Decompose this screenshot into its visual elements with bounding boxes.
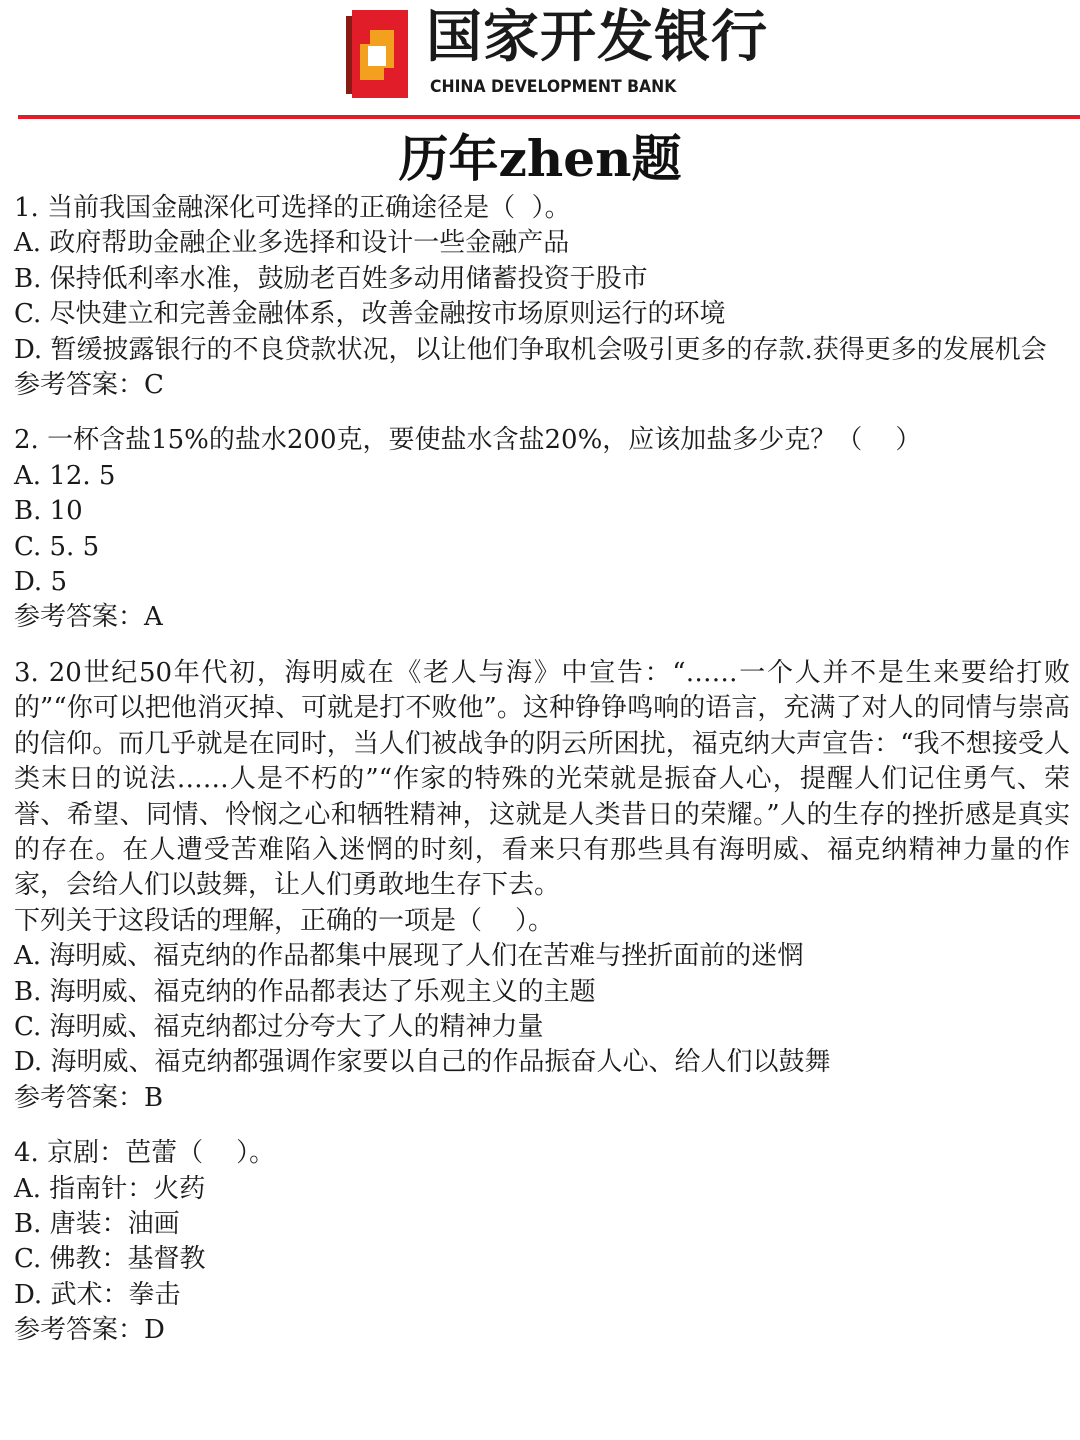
- option-a: A. 政府帮助金融企业多选择和设计一些金融产品: [14, 228, 570, 259]
- cdb-logo-icon: [346, 10, 408, 98]
- question-prompt: 下列关于这段话的理解，正确的一项是（ ）。: [14, 905, 555, 936]
- logo-chinese-name: 国家开发银行: [426, 5, 768, 70]
- question-list: [14, 191, 1070, 1369]
- question-stem: 4. 京剧：芭蕾（ ）。: [14, 1138, 276, 1169]
- option-a: A. 海明威、福克纳的作品都集中展现了人们在苦难与挫折面前的迷惘: [14, 941, 804, 972]
- option-d: D. 5: [14, 567, 67, 598]
- option-c: C. 佛教：基督教: [14, 1244, 206, 1275]
- page-header: [0, 0, 1080, 120]
- option-b: B. 海明威、福克纳的作品都表达了乐观主义的主题: [14, 976, 596, 1007]
- question-stem: 2. 一杯含盐15%的盐水200克，要使盐水含盐20%，应该加盐多少克？（ ）: [14, 425, 922, 456]
- option-a: A. 12. 5: [14, 460, 116, 491]
- option-a: A. 指南针：火药: [14, 1173, 206, 1204]
- option-b: B. 10: [14, 496, 83, 527]
- question-stem: 3. 20世纪50年代初，海明威在《老人与海》中宣告：“……一个人并不是生来要给打败的”“你可以把他消灭掉、可就是打不败他”。这种铮铮鸣响的语言，充满了对人的同情与崇高的信仰。而几乎就是在同时，当人们被战争的阴云所困扰，福克纳大声宣告：“我不想接受人类末日的说法……人是不朽的”“作家的特殊的光荣就是振奋人心，提醒人们记住勇气、荣誉、希望、同情、怜悯之心和牺牲精神，这就是人类昔日的荣耀。”人的生存的挫折感是真实的存在。在人遭受苦难陷入迷惘的时刻，看来只有那些具有海明威、福克纳精神力量的作家，会给人们以鼓舞，让人们勇敢地生存下去。: [14, 657, 1070, 901]
- question-1: [14, 191, 1070, 403]
- reference-answer: 参考答案：B: [14, 1082, 164, 1113]
- option-c: C. 尽快建立和完善金融体系，改善金融按市场原则运行的环境: [14, 299, 726, 330]
- header-divider: [18, 115, 1080, 119]
- question-4: [14, 1136, 1070, 1348]
- option-d: D. 海明威、福克纳都强调作家要以自己的作品振奋人心、给人们以鼓舞: [14, 1047, 831, 1078]
- question-stem: 1. 当前我国金融深化可选择的正确途径是（ ）。: [14, 193, 571, 223]
- reference-answer: 参考答案：A: [14, 602, 163, 633]
- page-title: 历年zhen题: [398, 129, 682, 188]
- option-d: D. 暂缓披露银行的不良贷款状况，以让他们争取机会吸引更多的存款.获得更多的发展机会: [14, 334, 1047, 365]
- logo-english-name: CHINA DEVELOPMENT BANK: [430, 77, 677, 97]
- reference-answer: 参考答案：C: [14, 370, 164, 401]
- option-b: B. 保持低利率水准，鼓励老百姓多动用储蓄投资于股市: [14, 263, 648, 294]
- option-c: C. 5. 5: [14, 531, 100, 562]
- reference-answer: 参考答案：D: [14, 1315, 165, 1346]
- question-3: [14, 656, 1070, 1116]
- option-b: B. 唐装：油画: [14, 1208, 180, 1239]
- question-2: [14, 423, 1070, 635]
- option-c: C. 海明威、福克纳都过分夸大了人的精神力量: [14, 1011, 544, 1042]
- option-d: D. 武术：拳击: [14, 1279, 181, 1310]
